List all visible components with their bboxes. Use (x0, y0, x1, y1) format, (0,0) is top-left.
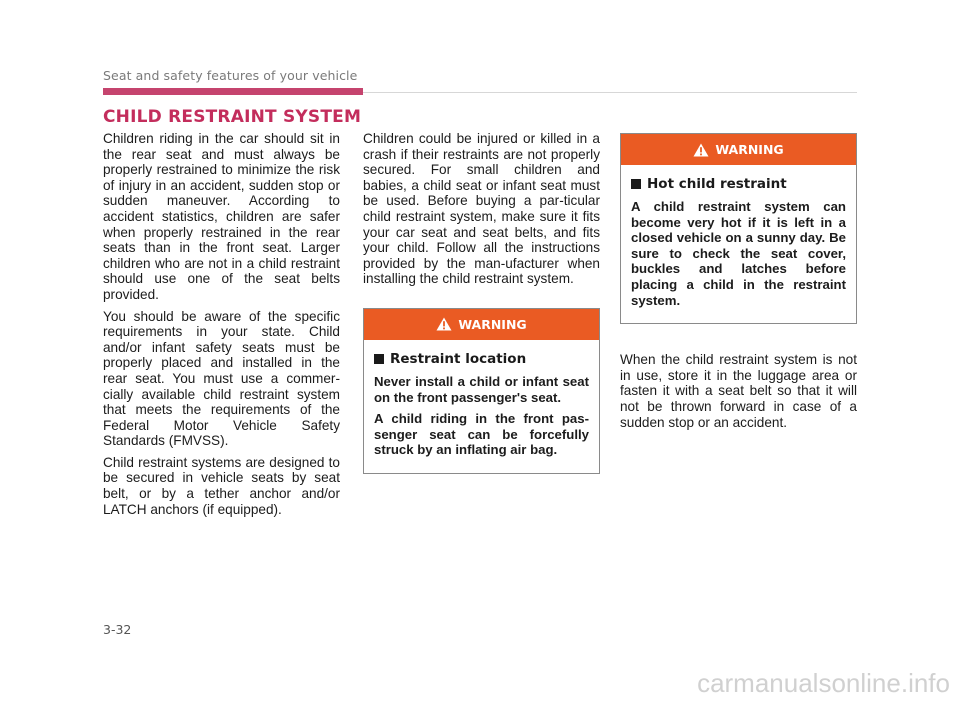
warning-label: WARNING (458, 316, 527, 332)
warning-paragraph: A child riding in the front pas-senger seat can be forcefully struck by an inflating air bag. (374, 411, 589, 458)
warning-label: WARNING (715, 142, 784, 157)
page-number: 3-32 (103, 622, 132, 637)
section-title: CHILD RESTRAINT SYSTEM (103, 107, 362, 127)
column-2 (363, 131, 600, 474)
header-accent-rule (103, 88, 363, 95)
watermark: carmanualsonline.info (697, 668, 950, 698)
square-bullet-icon (631, 179, 641, 189)
body-paragraph: Children could be injured or killed in a crash if their restraints are not properly secured. For small children and babies, a child seat or infant seat must be used. Before buying a par-ticular child restraint system, make sure it fits your car seat and seat belts, and fits your child. Follow all the instructions provided by the man-ufacturer when installing the child restraint system. (363, 131, 600, 287)
warning-header (621, 134, 856, 165)
header-thin-rule (363, 92, 857, 93)
warning-subtitle (631, 176, 846, 192)
body-paragraph: When the child restraint system is not in use, store it in the luggage area or fasten it with a seat belt so that it will not be thrown forward in case of a sudden stop or an accident. (620, 352, 857, 430)
chapter-header: Seat and safety features of your vehicle (103, 68, 358, 83)
warning-box-restraint-location (363, 308, 600, 474)
body-paragraph: You should be aware of the specific requirements in your state. Child and/or infant safety seats must be properly placed and installed in the rear seat. You must use a commer-cially available child restraint system that meets the requirements of the Federal Motor Vehicle Safety Standards (FMVSS). (103, 308, 340, 449)
warning-triangle-icon (436, 317, 452, 331)
warning-triangle-icon (693, 143, 709, 157)
column-3 (620, 131, 857, 436)
body-paragraph: Children riding in the car should sit in the rear seat and must always be properly restrained to minimize the risk of injury in an accident, sudden stop or sudden maneuver. According to accident statistics, children are safer when properly restrained in the rear seats than in the front seat. Larger children who are not in a child restraint should use one of the seat belts provided. (103, 131, 340, 302)
body-paragraph: Child restraint systems are designed to be secured in vehicle seats by seat belt, or by a tether anchor and/or LATCH anchors (if equipped). (103, 454, 340, 517)
warning-header (364, 309, 599, 340)
warning-subtitle (374, 351, 589, 367)
warning-body (364, 340, 599, 473)
warning-body (621, 165, 856, 323)
warning-paragraph: Never install a child or infant seat on the front passenger's seat. (374, 373, 589, 405)
warning-paragraph: A child restraint system can become very hot if it is left in a closed vehicle on a sunny day. Be sure to check the seat cover, buckles and latches before placing a child in the restraint system. (631, 199, 846, 308)
warning-box-hot-child-restraint (620, 133, 857, 324)
warning-subtitle-text: Hot child restraint (647, 176, 787, 192)
square-bullet-icon (374, 354, 384, 364)
warning-subtitle-text: Restraint location (390, 350, 527, 367)
column-1 (103, 131, 340, 523)
